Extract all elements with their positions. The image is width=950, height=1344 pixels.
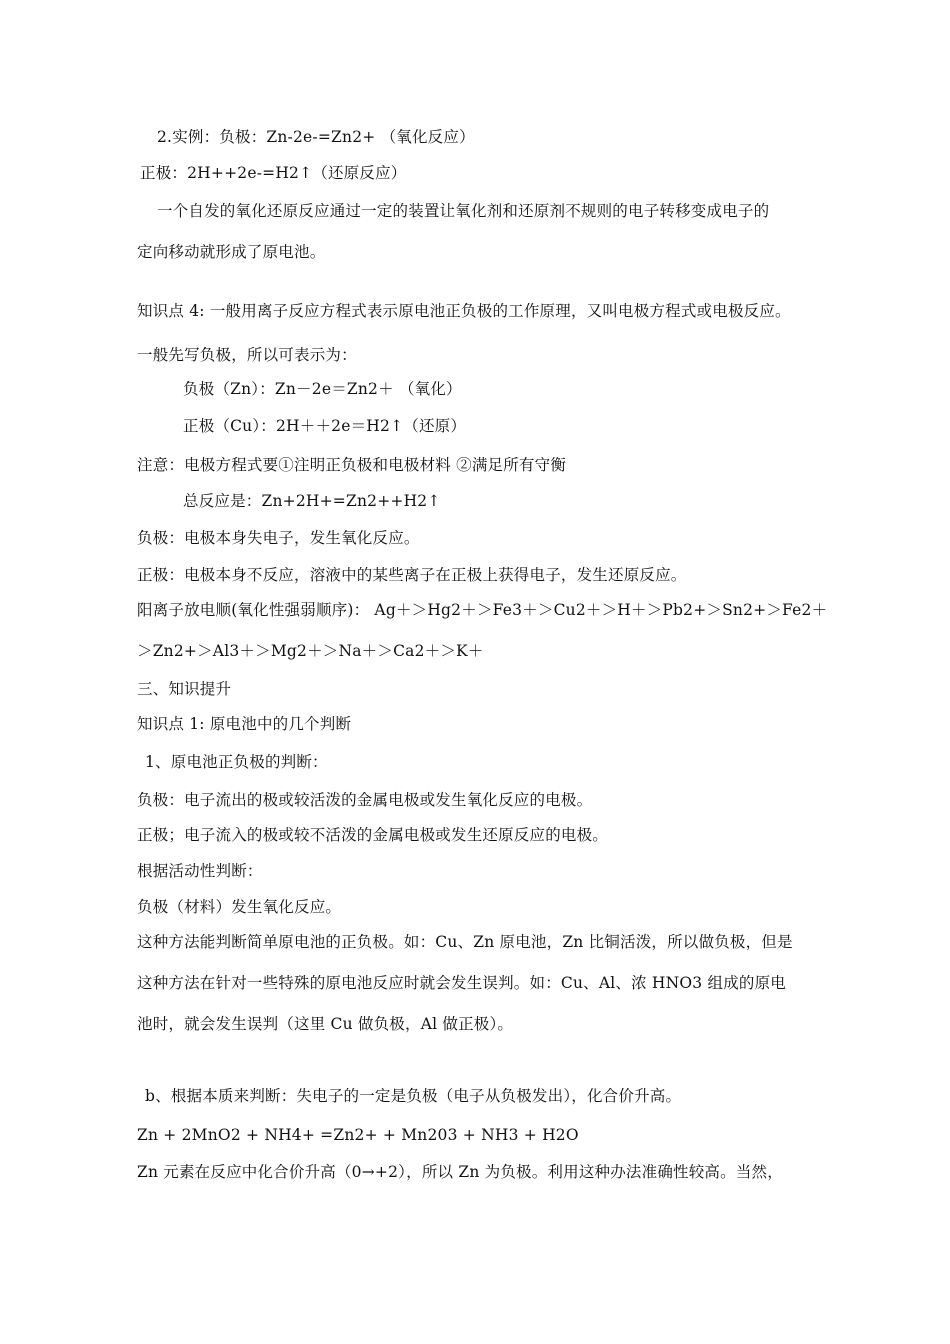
negative-description: 负极：电极本身失电子，发生氧化反应。 <box>137 529 420 547</box>
judgement-heading: 1、原电池正负极的判断： <box>145 753 328 771</box>
cation-order-line-1: 阳离子放电顺(氧化性强弱顺序)： Ag＋＞Hg2＋＞Fe3＋＞Cu2＋＞H＋＞Pb2+＞Sn2+＞Fe2＋ <box>137 601 828 619</box>
positive-description: 正极：电极本身不反应，溶液中的某些离子在正极上获得电子，发生还原反应。 <box>137 566 687 584</box>
method-line-1: 这种方法能判断简单原电池的正负极。如：Cu、Zn 原电池，Zn 比铜活泼，所以做负极，但是 <box>137 933 793 951</box>
knowledge-point-1: 知识点 1: 原电池中的几个判断 <box>137 715 352 733</box>
cation-order-line-2: ＞Zn2+＞Al3＋＞Mg2＋＞Na＋＞Ca2＋＞K＋ <box>137 642 484 660</box>
essence-judgement: b、根据本质来判断：失电子的一定是负极（电子从负极发出），化合价升高。 <box>145 1087 682 1105</box>
negative-equation: 负极（Zn）：Zn－2e＝Zn2＋ （氧化） <box>183 380 462 398</box>
note-line: 注意：电极方程式要①注明正负极和电极材料 ②满足所有守衡 <box>137 456 567 474</box>
method-line-3: 池时，就会发生误判（这里 Cu 做负极，Al 做正极）。 <box>137 1015 514 1033</box>
oxidation-state-line: Zn 元素在反应中化合价升高（0→+2），所以 Zn 为负极。利用这种办法准确性较高。当然， <box>137 1163 783 1181</box>
material-oxidation: 负极（材料）发生氧化反应。 <box>137 898 342 916</box>
reaction-equation: Zn + 2MnO2 + NH4+ =Zn2+ + Mn203 + NH3 + H2O <box>137 1126 579 1144</box>
example-negative-electrode: 2.实例：负极：Zn-2e-=Zn2+ （氧化反应） <box>157 128 475 146</box>
definition-line-1: 一个自发的氧化还原反应通过一定的装置让氧化剂和还原剂不规则的电子转移变成电子的 <box>157 202 770 220</box>
positive-judgement: 正极；电子流入的极或较不活泼的金属电极或发生还原反应的电极。 <box>137 826 609 844</box>
method-line-2: 这种方法在针对一些特殊的原电池反应时就会发生误判。如：Cu、Al、浓 HNO3 组成的原电 <box>137 974 786 992</box>
definition-line-2: 定向移动就形成了原电池。 <box>137 243 326 261</box>
negative-judgement: 负极：电子流出的极或较活泼的金属电极或发生氧化反应的电极。 <box>137 791 593 809</box>
total-reaction: 总反应是：Zn+2H+=Zn2++H2↑ <box>183 492 441 510</box>
positive-equation: 正极（Cu）：2H＋＋2e＝H2↑（还原） <box>183 417 467 435</box>
section-heading: 三、知识提升 <box>137 680 232 698</box>
knowledge-point-4: 知识点 4: 一般用离子反应方程式表示原电池正负极的工作原理，又叫电极方程式或电极反应。 <box>137 302 791 320</box>
write-negative-first: 一般先写负极，所以可表示为： <box>137 346 357 364</box>
activity-judgement: 根据活动性判断： <box>137 862 263 880</box>
example-positive-electrode: 正极：2H++2e-=H2↑（还原反应） <box>140 164 407 182</box>
